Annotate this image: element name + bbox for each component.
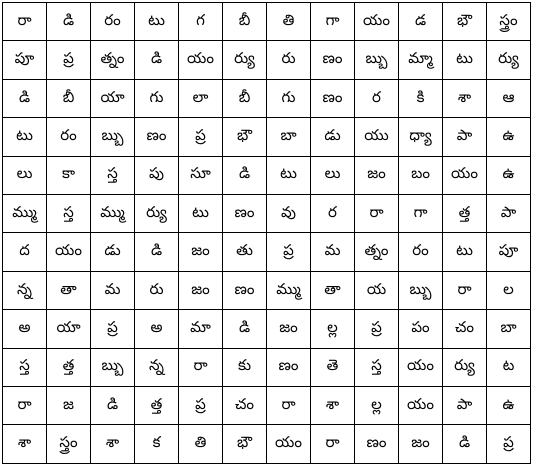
grid-cell: యా <box>91 79 135 117</box>
grid-cell: యం <box>267 425 311 464</box>
grid-cell: తి <box>179 425 223 464</box>
grid-cell: రా <box>179 348 223 386</box>
grid-cell: రం <box>47 118 91 156</box>
syllable-grid-body <box>3 3 531 464</box>
grid-row <box>3 233 531 271</box>
grid-row <box>3 387 531 425</box>
grid-cell: ల్ల <box>311 310 355 348</box>
grid-cell: టు <box>443 233 487 271</box>
grid-cell: ర్యు <box>443 348 487 386</box>
grid-cell: రా <box>3 387 47 425</box>
grid-cell: డి <box>135 41 179 79</box>
grid-cell: యా <box>47 310 91 348</box>
grid-cell: బ్బు <box>91 118 135 156</box>
grid-cell: డి <box>135 233 179 271</box>
grid-row <box>3 41 531 79</box>
grid-cell: బ్బు <box>399 271 443 309</box>
grid-cell: మ్మా <box>399 41 443 79</box>
grid-cell: ప్ర <box>47 41 91 79</box>
grid-cell: ఉ <box>487 156 531 194</box>
grid-cell: డి <box>223 310 267 348</box>
grid-cell: ణం <box>267 348 311 386</box>
grid-cell: మ్ము <box>267 271 311 309</box>
grid-cell: ణం <box>135 118 179 156</box>
grid-cell: ధ్యా <box>399 118 443 156</box>
grid-cell: గు <box>267 79 311 117</box>
grid-cell: య <box>355 271 399 309</box>
grid-cell: లు <box>311 156 355 194</box>
grid-cell: ర <box>311 195 355 233</box>
grid-cell: త్నం <box>91 41 135 79</box>
grid-cell: న్న <box>135 348 179 386</box>
grid-cell: ఉ <box>487 118 531 156</box>
grid-row <box>3 3 531 41</box>
grid-cell: బా <box>487 310 531 348</box>
grid-cell: డి <box>3 79 47 117</box>
grid-row <box>3 310 531 348</box>
grid-cell: మ <box>91 271 135 309</box>
grid-cell: జం <box>355 156 399 194</box>
grid-cell: మా <box>179 310 223 348</box>
grid-cell: జం <box>267 310 311 348</box>
grid-row <box>3 425 531 464</box>
grid-cell: టు <box>179 195 223 233</box>
grid-cell: బ్బు <box>91 348 135 386</box>
grid-cell: డి <box>47 3 91 41</box>
grid-cell: క <box>135 425 179 464</box>
grid-cell: లు <box>3 156 47 194</box>
grid-cell: జ <box>47 387 91 425</box>
grid-cell: డు <box>311 118 355 156</box>
grid-cell: జం <box>179 233 223 271</box>
grid-cell: రా <box>3 3 47 41</box>
grid-row <box>3 348 531 386</box>
grid-cell: ప్ర <box>179 387 223 425</box>
grid-cell: డ <box>399 3 443 41</box>
grid-cell: పు <box>135 156 179 194</box>
grid-cell: రా <box>267 387 311 425</box>
grid-cell: డి <box>91 387 135 425</box>
grid-cell: రా <box>443 271 487 309</box>
grid-cell: తె <box>311 348 355 386</box>
grid-cell: యం <box>399 348 443 386</box>
grid-cell: భౌ <box>223 118 267 156</box>
grid-cell: త్త <box>443 195 487 233</box>
grid-cell: డి <box>443 425 487 464</box>
grid-cell: ల <box>487 271 531 309</box>
grid-cell: బం <box>399 156 443 194</box>
grid-cell: రు <box>267 41 311 79</box>
grid-row <box>3 79 531 117</box>
grid-cell: బ్బు <box>355 41 399 79</box>
grid-cell: ప్ర <box>355 310 399 348</box>
grid-cell: గు <box>135 79 179 117</box>
grid-cell: భౌ <box>443 3 487 41</box>
grid-cell: గా <box>399 195 443 233</box>
grid-cell: చం <box>443 310 487 348</box>
grid-row <box>3 156 531 194</box>
grid-cell: శా <box>91 425 135 464</box>
grid-cell: శా <box>443 79 487 117</box>
grid-cell: రా <box>311 425 355 464</box>
grid-cell: ప్ర <box>179 118 223 156</box>
grid-row <box>3 195 531 233</box>
grid-cell: యం <box>179 41 223 79</box>
grid-cell: ఆ <box>487 79 531 117</box>
grid-cell: కా <box>47 156 91 194</box>
grid-cell: ర్యు <box>135 195 179 233</box>
grid-cell: త్త <box>135 387 179 425</box>
grid-cell: ర్యు <box>223 41 267 79</box>
grid-cell: డి <box>223 156 267 194</box>
grid-cell: ప్ర <box>91 310 135 348</box>
grid-cell: యం <box>399 387 443 425</box>
grid-row <box>3 271 531 309</box>
grid-cell: యం <box>443 156 487 194</box>
grid-cell: పా <box>443 387 487 425</box>
grid-cell: భౌ <box>223 425 267 464</box>
grid-cell: జం <box>179 271 223 309</box>
grid-cell: పూ <box>487 233 531 271</box>
grid-cell: స్త్రం <box>487 3 531 41</box>
grid-cell: రం <box>91 3 135 41</box>
grid-cell: చం <box>223 387 267 425</box>
grid-cell: గ <box>179 3 223 41</box>
grid-row <box>3 118 531 156</box>
grid-cell: పా <box>487 195 531 233</box>
grid-cell: ణం <box>311 41 355 79</box>
grid-cell: త్త <box>47 348 91 386</box>
grid-cell: లా <box>179 79 223 117</box>
grid-cell: ల్ల <box>355 387 399 425</box>
grid-cell: టు <box>443 41 487 79</box>
grid-cell: ణం <box>223 195 267 233</box>
grid-cell: మ <box>311 233 355 271</box>
grid-cell: ప్ర <box>267 233 311 271</box>
grid-cell: న్న <box>3 271 47 309</box>
grid-cell: సూ <box>179 156 223 194</box>
grid-cell: గా <box>311 3 355 41</box>
grid-cell: స్త <box>3 348 47 386</box>
grid-cell: కి <box>399 79 443 117</box>
grid-cell: టు <box>135 3 179 41</box>
grid-cell: తా <box>311 271 355 309</box>
grid-cell: యం <box>355 3 399 41</box>
grid-cell: ణం <box>355 425 399 464</box>
grid-cell: రం <box>399 233 443 271</box>
grid-cell: త్నం <box>355 233 399 271</box>
grid-cell: తి <box>267 3 311 41</box>
grid-cell: మ్ము <box>3 195 47 233</box>
grid-cell: అ <box>3 310 47 348</box>
grid-cell: పా <box>443 118 487 156</box>
grid-cell: ప్ర <box>487 425 531 464</box>
grid-cell: జం <box>399 425 443 464</box>
grid-cell: బీ <box>47 79 91 117</box>
grid-cell: రు <box>135 271 179 309</box>
grid-cell: ణం <box>311 79 355 117</box>
grid-cell: డు <box>91 233 135 271</box>
grid-cell: టు <box>267 156 311 194</box>
grid-cell: శా <box>3 425 47 464</box>
grid-cell: తా <box>47 271 91 309</box>
grid-cell: ణం <box>223 271 267 309</box>
grid-cell: స్త <box>355 348 399 386</box>
syllable-grid <box>2 2 531 464</box>
grid-cell: యం <box>47 233 91 271</box>
grid-cell: బా <box>267 118 311 156</box>
grid-cell: మ్ము <box>91 195 135 233</box>
grid-cell: రా <box>355 195 399 233</box>
grid-cell: బీ <box>223 79 267 117</box>
grid-cell: ర <box>355 79 399 117</box>
grid-cell: స్త్రం <box>47 425 91 464</box>
grid-cell: ద <box>3 233 47 271</box>
grid-cell: బీ <box>223 3 267 41</box>
grid-cell: టు <box>3 118 47 156</box>
grid-cell: తు <box>223 233 267 271</box>
grid-cell: స్త <box>91 156 135 194</box>
grid-cell: యు <box>355 118 399 156</box>
grid-cell: కు <box>223 348 267 386</box>
grid-cell: పం <box>399 310 443 348</box>
grid-cell: వు <box>267 195 311 233</box>
grid-cell: ర్యు <box>487 41 531 79</box>
grid-cell: ఉ <box>487 387 531 425</box>
grid-cell: అ <box>135 310 179 348</box>
grid-cell: ట <box>487 348 531 386</box>
grid-cell: స్త <box>47 195 91 233</box>
grid-cell: పూ <box>3 41 47 79</box>
grid-cell: శా <box>311 387 355 425</box>
